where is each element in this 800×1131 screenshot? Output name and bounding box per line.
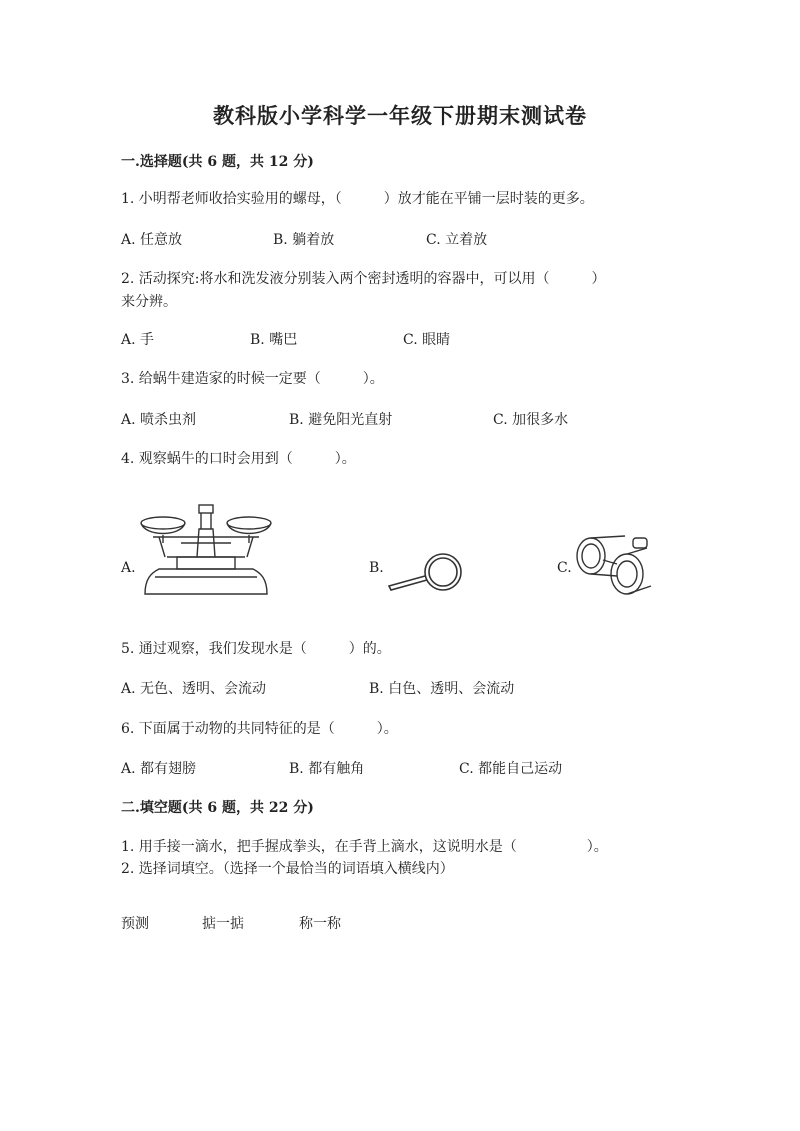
question-6: 6. 下面属于动物的共同特征的是（ ）。 xyxy=(121,721,398,737)
q4-option-c: C. xyxy=(557,560,572,576)
question-2-line-1: 2. 活动探究:将水和洗发液分别装入两个密封透明的容器中，可以用（ ） xyxy=(121,271,606,287)
question-3: 3. 给蜗牛建造家的时候一定要（ ）。 xyxy=(121,371,384,387)
section-heading-fill-blank: 二.填空题(共 6 题，共 22 分) xyxy=(121,800,314,816)
q2-option-a: A. 手 xyxy=(121,332,155,348)
q5-option-a: A. 无色、透明、会流动 xyxy=(121,681,267,697)
q4-option-b: B. xyxy=(369,560,384,576)
q6-option-b: B. 都有触角 xyxy=(289,761,365,777)
fill-question-1: 1. 用手接一滴水，把手握成拳头，在手背上滴水，这说明水是（ ）。 xyxy=(121,839,608,855)
q3-option-b: B. 避免阳光直射 xyxy=(289,412,393,428)
word-choice-3: 称一称 xyxy=(299,916,341,932)
word-choice-2: 掂一掂 xyxy=(202,916,244,932)
magnifying-glass-icon xyxy=(385,552,465,594)
question-2-line-2: 来分辨。 xyxy=(121,294,177,310)
q5-option-b: B. 白色、透明、会流动 xyxy=(369,681,515,697)
binoculars-icon xyxy=(573,534,657,596)
question-5: 5. 通过观察，我们发现水是（ ）的。 xyxy=(121,641,391,657)
q1-option-c: C. 立着放 xyxy=(426,232,488,248)
question-4: 4. 观察蜗牛的口时会用到（ ）。 xyxy=(121,451,356,467)
q4-option-a: A. xyxy=(121,560,136,576)
q6-option-a: A. 都有翅膀 xyxy=(121,761,197,777)
q3-option-a: A. 喷杀虫剂 xyxy=(121,412,197,428)
q1-option-b: B. 躺着放 xyxy=(273,232,335,248)
q1-option-a: A. 任意放 xyxy=(121,232,183,248)
question-1: 1. 小明帮老师收拾实验用的螺母，（ ）放才能在平铺一层时装的更多。 xyxy=(121,191,594,207)
page-title: 教科版小学科学一年级下册期末测试卷 xyxy=(213,103,587,128)
q6-option-c: C. 都能自己运动 xyxy=(459,761,563,777)
q3-option-c: C. 加很多水 xyxy=(493,412,569,428)
fill-question-2: 2. 选择词填空。（选择一个最恰当的词语填入横线内） xyxy=(121,861,454,877)
q2-option-b: B. 嘴巴 xyxy=(250,332,298,348)
word-choice-1: 预测 xyxy=(121,916,149,932)
q2-option-c: C. 眼睛 xyxy=(403,332,451,348)
balance-scale-icon xyxy=(137,499,275,597)
section-heading-choice: 一.选择题(共 6 题，共 12 分) xyxy=(121,154,314,170)
